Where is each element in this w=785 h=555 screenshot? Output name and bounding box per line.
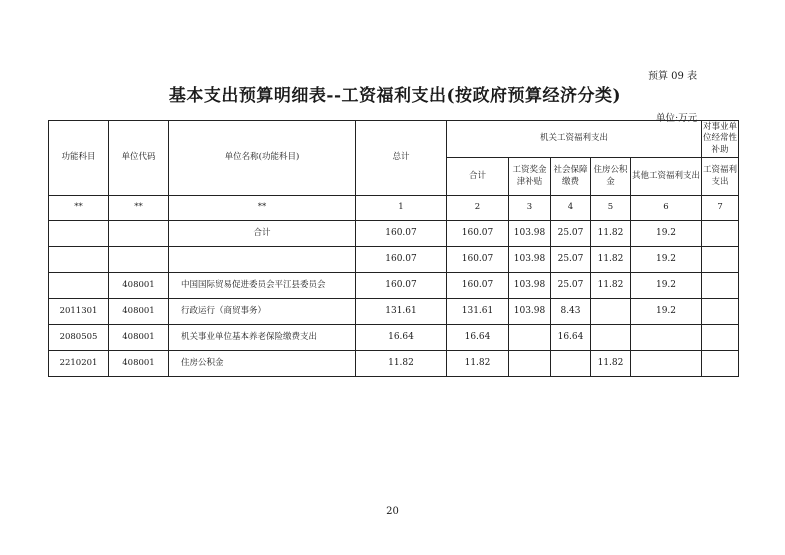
cell-total: 16.64	[356, 325, 447, 351]
table-row	[49, 325, 739, 351]
cell-total: 131.61	[356, 299, 447, 325]
index-cell: **	[49, 196, 109, 221]
cell-social-security: 25.07	[551, 247, 591, 273]
cell-other-welfare	[631, 351, 702, 377]
cell-subsidy-welfare	[702, 325, 739, 351]
header-unit-name: 单位名称(功能科目)	[169, 121, 356, 196]
cell-func-code: 2080505	[49, 325, 109, 351]
cell-wages: 103.98	[509, 299, 551, 325]
cell-housing-fund: 11.82	[591, 351, 631, 377]
cell-unit-name: 行政运行（商贸事务）	[169, 299, 356, 325]
index-cell: 1	[356, 196, 447, 221]
table-row	[49, 351, 739, 377]
cell-total: 11.82	[356, 351, 447, 377]
cell-salary-subtotal: 131.61	[447, 299, 509, 325]
cell-social-security: 25.07	[551, 273, 591, 299]
cell-other-welfare: 19.2	[631, 247, 702, 273]
index-cell: 7	[702, 196, 739, 221]
index-cell: **	[109, 196, 169, 221]
page-number: 20	[386, 506, 399, 517]
subheader-cell: 合计	[447, 158, 509, 196]
cell-housing-fund: 11.82	[591, 273, 631, 299]
cell-total: 160.07	[356, 221, 447, 247]
cell-salary-subtotal: 160.07	[447, 221, 509, 247]
cell-other-welfare	[631, 325, 702, 351]
cell-unit-name: 合计	[169, 221, 356, 247]
cell-social-security: 8.43	[551, 299, 591, 325]
index-cell: 4	[551, 196, 591, 221]
header-total: 总计	[356, 121, 447, 196]
cell-unit-code: 408001	[109, 325, 169, 351]
cell-other-welfare: 19.2	[631, 273, 702, 299]
form-number: 预算 09 表	[648, 71, 698, 82]
header-group-salary: 机关工资福利支出	[447, 121, 702, 158]
table-row	[49, 273, 739, 299]
cell-unit-code: 408001	[109, 299, 169, 325]
cell-wages	[509, 351, 551, 377]
cell-func-code	[49, 247, 109, 273]
subheader-cell: 社会保障缴费	[551, 158, 591, 196]
cell-housing-fund	[591, 299, 631, 325]
cell-func-code	[49, 221, 109, 247]
cell-salary-subtotal: 160.07	[447, 247, 509, 273]
index-cell: 5	[591, 196, 631, 221]
cell-social-security	[551, 351, 591, 377]
subheader-cell: 其他工资福利支出	[631, 158, 702, 196]
cell-unit-code	[109, 221, 169, 247]
cell-housing-fund: 11.82	[591, 221, 631, 247]
cell-social-security: 16.64	[551, 325, 591, 351]
cell-subsidy-welfare	[702, 221, 739, 247]
cell-total: 160.07	[356, 247, 447, 273]
cell-unit-name	[169, 247, 356, 273]
cell-subsidy-welfare	[702, 273, 739, 299]
header-group-subsidy: 对事业单位经常性补助	[702, 121, 739, 158]
index-cell: 3	[509, 196, 551, 221]
header-unit-code: 单位代码	[109, 121, 169, 196]
cell-unit-code: 408001	[109, 351, 169, 377]
subheader-cell: 工资福利支出	[702, 158, 739, 196]
cell-other-welfare: 19.2	[631, 221, 702, 247]
cell-salary-subtotal: 160.07	[447, 273, 509, 299]
unit-label: 单位:万元	[656, 113, 698, 124]
cell-unit-name: 住房公积金	[169, 351, 356, 377]
subheader-cell: 工资奖金津补贴	[509, 158, 551, 196]
cell-total: 160.07	[356, 273, 447, 299]
cell-subsidy-welfare	[702, 247, 739, 273]
index-cell: 6	[631, 196, 702, 221]
index-row	[49, 196, 739, 221]
cell-func-code: 2011301	[49, 299, 109, 325]
cell-subsidy-welfare	[702, 299, 739, 325]
cell-subsidy-welfare	[702, 351, 739, 377]
cell-wages: 103.98	[509, 273, 551, 299]
table-row	[49, 247, 739, 273]
cell-func-code: 2210201	[49, 351, 109, 377]
cell-func-code	[49, 273, 109, 299]
cell-housing-fund	[591, 325, 631, 351]
subheader-cell: 住房公积金	[591, 158, 631, 196]
table-row	[49, 221, 739, 247]
cell-wages: 103.98	[509, 221, 551, 247]
cell-other-welfare: 19.2	[631, 299, 702, 325]
cell-wages	[509, 325, 551, 351]
index-cell: 2	[447, 196, 509, 221]
cell-wages: 103.98	[509, 247, 551, 273]
cell-salary-subtotal: 11.82	[447, 351, 509, 377]
cell-unit-code: 408001	[109, 273, 169, 299]
cell-unit-name: 机关事业单位基本养老保险缴费支出	[169, 325, 356, 351]
cell-unit-name: 中国国际贸易促进委员会平江县委员会	[169, 273, 356, 299]
header-row	[49, 121, 739, 158]
cell-social-security: 25.07	[551, 221, 591, 247]
index-cell: **	[169, 196, 356, 221]
page-title: 基本支出预算明细表--工资福利支出(按政府预算经济分类)	[168, 86, 622, 106]
cell-housing-fund: 11.82	[591, 247, 631, 273]
header-func-code: 功能科目	[49, 121, 109, 196]
cell-unit-code	[109, 247, 169, 273]
budget-table	[48, 120, 739, 377]
cell-salary-subtotal: 16.64	[447, 325, 509, 351]
table-row	[49, 299, 739, 325]
